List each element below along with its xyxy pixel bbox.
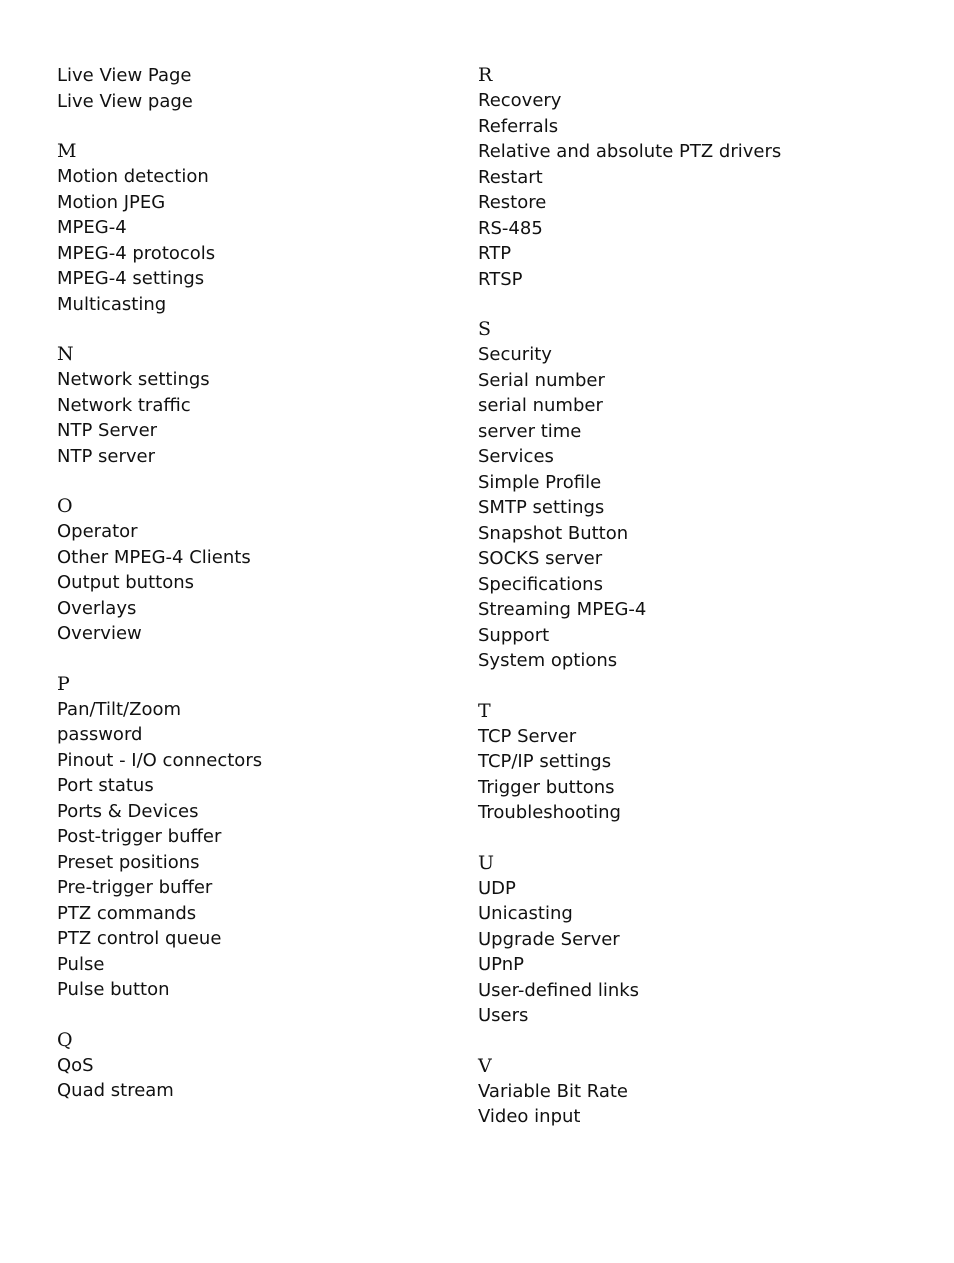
index-entry: RS-485 bbox=[478, 217, 543, 239]
index-entry: RTP bbox=[478, 243, 512, 264]
index-entry: Motion JPEG bbox=[57, 191, 166, 213]
index-entry: Referrals bbox=[478, 115, 559, 137]
index-entry: Output buttons bbox=[57, 572, 194, 593]
index-entry: SOCKS server bbox=[478, 548, 603, 569]
index-entry: Pulse button bbox=[57, 979, 170, 1000]
index-group bbox=[478, 699, 878, 826]
index-entry: Upgrade Server bbox=[478, 928, 620, 950]
index-entry: Pre-trigger buffer bbox=[57, 877, 213, 898]
index-column-left bbox=[57, 63, 457, 1129]
index-group bbox=[478, 317, 878, 674]
index-entry: Services bbox=[478, 446, 554, 467]
index-entry: System options bbox=[478, 650, 618, 671]
index-entry: Multicasting bbox=[57, 293, 167, 315]
index-letter-heading: U bbox=[478, 851, 495, 874]
index-entry: NTP server bbox=[57, 445, 156, 467]
index-entry: Video input bbox=[478, 1106, 581, 1127]
index-column-right bbox=[478, 63, 878, 1155]
index-entry: UPnP bbox=[478, 954, 524, 975]
index-entry: Ports & Devices bbox=[57, 800, 199, 822]
index-entry: Recovery bbox=[478, 90, 562, 111]
index-entry: MPEG-4 bbox=[57, 217, 127, 238]
index-letter-heading: Q bbox=[57, 1028, 73, 1051]
index-entry: PTZ control queue bbox=[57, 928, 222, 949]
index-entry: Pinout - I/O connectors bbox=[57, 749, 263, 771]
index-entry: TCP Server bbox=[478, 725, 577, 747]
index-entry: Quad stream bbox=[57, 1080, 174, 1101]
index-entry: User-defined links bbox=[478, 979, 640, 1001]
index-entry: serial number bbox=[478, 395, 603, 416]
index-group bbox=[57, 139, 457, 317]
index-entry: UDP bbox=[478, 877, 516, 899]
index-entry: Restart bbox=[478, 166, 543, 188]
index-group bbox=[57, 672, 457, 1003]
index-group bbox=[57, 494, 457, 647]
index-entry: Specifications bbox=[478, 573, 603, 595]
index-entry: Live View page bbox=[57, 90, 193, 112]
index-entry: Network traffic bbox=[57, 394, 191, 416]
index-letter-heading: T bbox=[478, 699, 491, 722]
index-entry: Simple Profile bbox=[478, 471, 602, 493]
index-entry: Users bbox=[478, 1005, 529, 1026]
index-entry: Unicasting bbox=[478, 903, 573, 924]
index-entry: password bbox=[57, 724, 143, 745]
index-entry: QoS bbox=[57, 1054, 94, 1076]
index-entry: Preset positions bbox=[57, 851, 200, 873]
index-entry: Motion detection bbox=[57, 166, 209, 187]
index-letter-heading: S bbox=[478, 318, 492, 340]
index-entry: MPEG-4 protocols bbox=[57, 242, 216, 264]
index-group bbox=[57, 342, 457, 469]
index-entry: Pulse bbox=[57, 953, 105, 975]
index-entry: MPEG-4 settings bbox=[57, 268, 205, 289]
index-entry: TCP/IP settings bbox=[478, 751, 612, 772]
index-entry: Port status bbox=[57, 775, 154, 796]
index-entry: server time bbox=[478, 420, 582, 442]
index-group bbox=[57, 1028, 457, 1104]
index-entry: Overview bbox=[57, 623, 142, 644]
index-entry: Trigger buttons bbox=[478, 776, 615, 798]
index-letter-heading: N bbox=[57, 343, 74, 365]
index-group bbox=[478, 851, 878, 1029]
index-entry: Support bbox=[478, 624, 550, 646]
index-letter-heading: M bbox=[57, 140, 77, 162]
index-entry: Post-trigger buffer bbox=[57, 826, 222, 847]
index-entry: PTZ commands bbox=[57, 902, 197, 924]
index-entry: SMTP settings bbox=[478, 497, 605, 518]
index-entry: Other MPEG-4 Clients bbox=[57, 546, 251, 568]
index-letter-heading: P bbox=[57, 672, 70, 695]
index-entry: Serial number bbox=[478, 369, 605, 391]
index-entry: Operator bbox=[57, 521, 138, 542]
index-letter-heading: V bbox=[478, 1054, 492, 1077]
index-entry: Live View Page bbox=[57, 65, 192, 86]
index-entry: Snapshot Button bbox=[478, 522, 629, 544]
index-group bbox=[57, 63, 457, 114]
index-group bbox=[478, 63, 878, 292]
index-entry: Troubleshooting bbox=[478, 802, 621, 823]
index-letter-heading: O bbox=[57, 495, 73, 517]
index-entry: NTP Server bbox=[57, 420, 158, 441]
index-entry: Pan/Tilt/Zoom bbox=[57, 698, 182, 720]
index-letter-heading: R bbox=[478, 64, 493, 86]
index-entry: Streaming MPEG-4 bbox=[478, 599, 647, 620]
index-entry: Network settings bbox=[57, 369, 210, 390]
index-entry: Relative and absolute PTZ drivers bbox=[478, 141, 782, 162]
index-entry: Restore bbox=[478, 192, 547, 213]
index-entry: RTSP bbox=[478, 268, 523, 290]
index-group bbox=[478, 1054, 878, 1130]
index-entry: Overlays bbox=[57, 597, 137, 619]
index-entry: Variable Bit Rate bbox=[478, 1080, 629, 1102]
index-entry: Security bbox=[478, 344, 552, 365]
